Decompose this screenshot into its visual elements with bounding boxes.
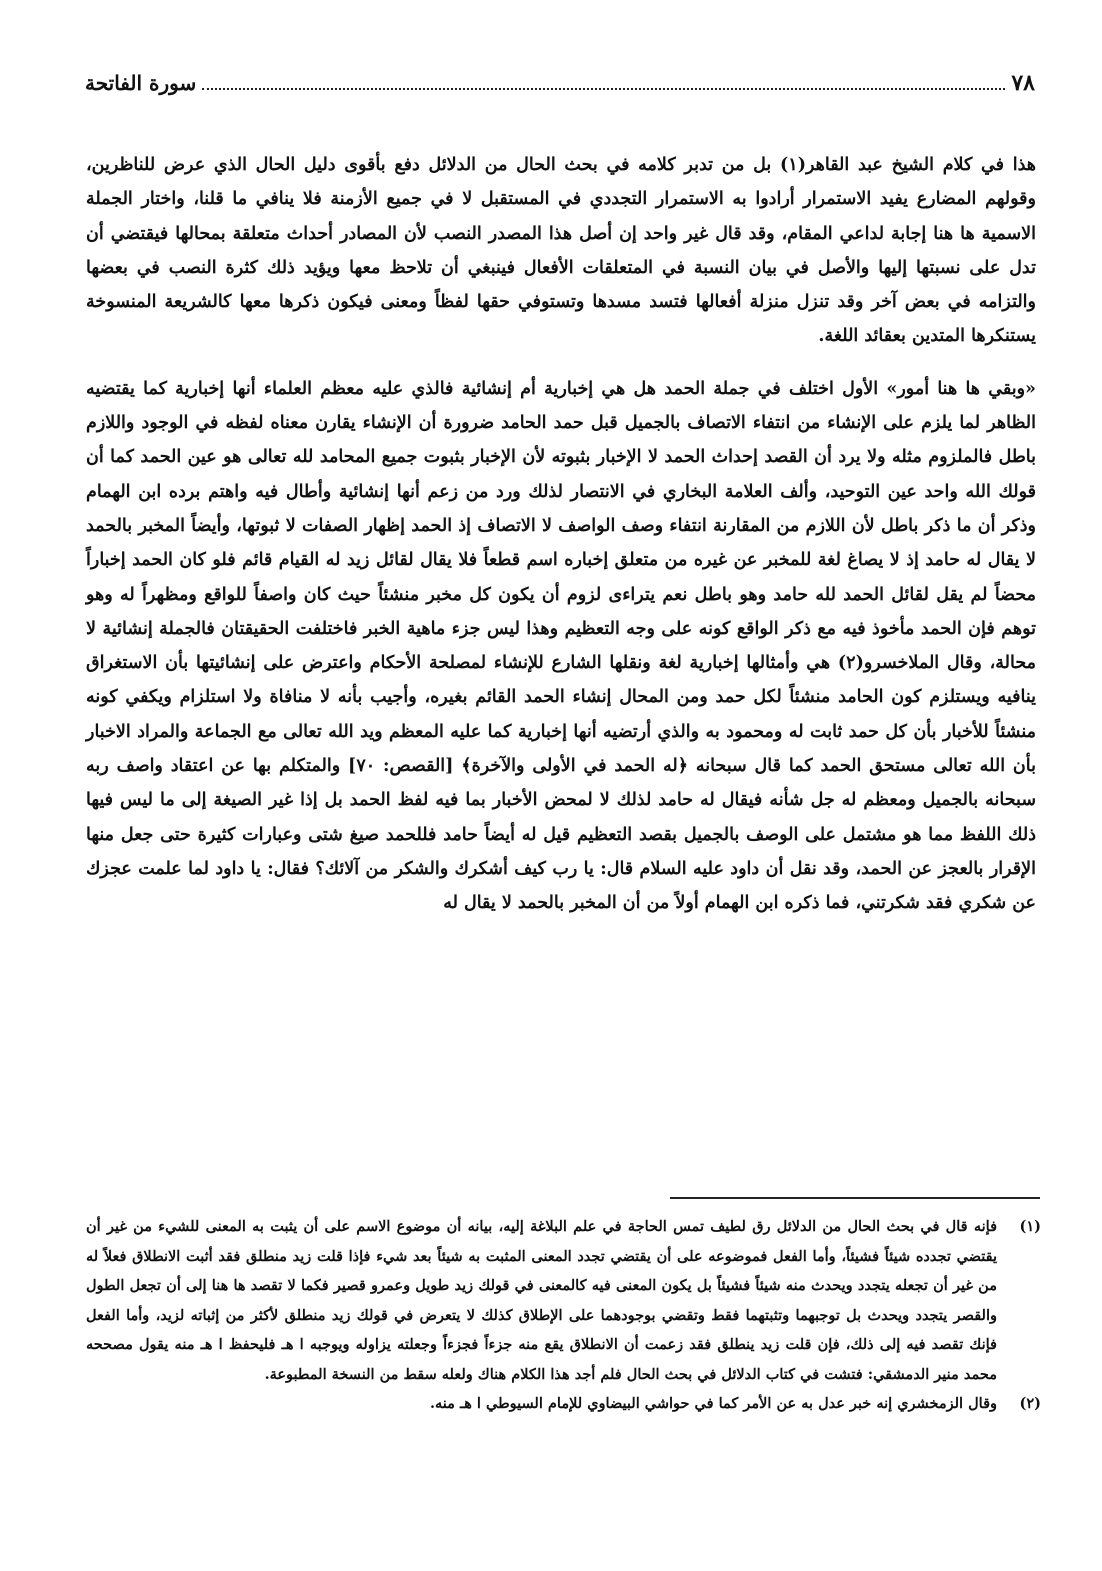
footnote-number: (٢) <box>1019 1395 1041 1412</box>
header-leader-dots <box>202 88 1005 90</box>
footnote <box>86 1212 1041 1389</box>
running-header <box>85 70 1035 96</box>
main-text <box>86 148 1036 921</box>
paragraph: «وبقي ها هنا أمور» الأول اختلف في جملة الحمد هل هي إخبارية أم إنشائية فالذي عليه معظم العلماء أنها إخبارية كما يقتضيه الظاهر لما يلزم على الإنشاء من انتفاء الاتصاف بالجميل قبل حمد الحامد ضرورة أن الإنشاء يقارن معناه لفظه في الوجود واللازم باطل فالملزوم مثله ولا يرد أن القصد إحداث الحمد لا الإخبار بثبوته لأن الإخبار بثبوت جميع المحامد لله تعالى هو عين الحمد كما أن قولك الله واحد عين التوحيد، وألف العلامة البخاري في الانتصار لذلك ورد من زعم أنها إنشائية وأطال فيه واهتم برده ابن الهمام وذكر أن ما ذكر باطل لأن اللازم من المقارنة انتفاء وصف الواصف لا الاتصاف إذ الحمد إظهار الصفات لا ثبوتها، وأيضاً المخبر بالحمد لا يقال له حامد إذ لا يصاغ لغة للمخبر عن غيره من متعلق إخباره اسم قطعاً فلا يقال لقائل زيد له القيام قائم فلو كان الحمد إخباراً محضاً لم يقل لقائل الحمد لله حامد وهو باطل نعم يتراءى لزوم أن يكون كل مخبر منشئاً حيث كان واصفاً للواقع ومظهراً له وهو توهم فإن الحمد مأخوذ فيه مع ذكر الواقع كونه على وجه التعظيم وهذا ليس جزء ماهية الخبر فاختلفت الحقيقتان فالجملة إنشائية لا محالة، وقال الملاخسرو(٢) هي وأمثالها إخبارية لغة ونقلها الشارع للإنشاء لمصلحة الأحكام واعترض على إنشائيتها بأن الاستغراق ينافيه ويستلزم كون الحامد منشئاً لكل حمد ومن المحال إنشاء الحمد القائم بغيره، وأجيب بأنه لا منافاة ولا استلزام ويكفي كونه منشئاً للأخبار بأن كل حمد ثابت له ومحمود به والذي أرتضيه أنها إخبارية كما عليه المعظم ويد الله تعالى مع الجماعة والمراد الاخبار بأن الله تعالى مستحق الحمد كما قال سبحانه ﴿له الحمد في الأولى والآخرة﴾ [القصص: ٧٠] والمتكلم بها عن اعتقاد واصف ربه سبحانه بالجميل ومعظم له جل شأنه فيقال له حامد لذلك لا لمحض الأخبار بما فيه لفظ الحمد بل إذا غير الصيغة إلى ما ليس فيها ذلك اللفظ مما هو مشتمل على الوصف بالجميل بقصد التعظيم قيل له أيضاً حامد فللحمد صيغ شتى وعبارات كثيرة حتى جعل منها الإقرار بالعجز عن الحمد، وقد نقل أن داود عليه السلام قال: يا رب كيف أشكرك والشكر من آلائك؟ فقال: يا داود لما علمت عجزك عن شكري فقد شكرتني، فما ذكره ابن الهمام أولاً من أن المخبر بالحمد لا يقال له <box>86 378 1037 914</box>
footnote-text: وقال الزمخشري إنه خبر عدل به عن الأمر كما في حواشي البيضاوي للإمام السيوطي ا هـ منه. <box>429 1395 997 1412</box>
chapter-title: سورة الفاتحة <box>85 71 197 95</box>
footnote-number: (١) <box>1019 1218 1041 1235</box>
footnote <box>86 1389 1041 1419</box>
footnote-text: فإنه قال في بحث الحال من الدلائل رق لطيف تمس الحاجة في علم البلاغة إليه، بيانه أن موضوع الاسم على أن يثبت به المعنى للشيء من غير أن يقتضي تجدده شيئاً فشيئاً، وأما الفعل فموضوعه على أن يقتضي تجدد المعنى المثبت به شيئاً بعد شيء فإذا قلت زيد منطلق فقد أثبت الانطلاق فعلاً له من غير أن تجعله يتجدد ويحدث منه شيئاً فشيئاً بل يكون المعنى فيه كالمعنى في قولك زيد طويل وعمرو قصير فكما لا تقصد ها هنا إلى أن تجعل الطول والقصر يتجدد ويحدث بل توجبهما وتثبتهما فقط وتقضي بوجودهما على الإطلاق كذلك لا يتعرض في قولك زيد منطلق لأكثر من إثباته لزيد، وأما الفعل فإنك تقصد فيه إلى ذلك، فإن قلت زيد ينطلق فقد زعمت أن الانطلاق يقع منه جزءاً فجزءاً وجعلته يزاوله ويوجبه ا هـ فليحفظ ا هـ منه يقول مصححه محمد منير الدمشقي: فتشت في كتاب الدلائل في بحث الحال فلم أجد هذا الكلام هناك ولعله سقط من النسخة المطبوعة. <box>86 1218 997 1383</box>
footnote-separator <box>670 1197 1040 1199</box>
footnotes <box>86 1212 1041 1419</box>
paragraph: هذا في كلام الشيخ عبد القاهر(١) بل من تدبر كلامه في بحث الحال من الدلائل دفع بأقوى دليل الحال الذي عرض للناظرين، وقولهم المضارع يفيد الاستمرار أرادوا به الاستمرار التجددي في المستقبل لا في جميع الأزمنة فلا ينافي ما قلنا، واختار الجملة الاسمية ها هنا إجابة لداعي المقام، وقد قال غير واحد إن أصل هذا المصدر النصب لأن المصادر أحداث متعلقة بمحالها فيقتضي أن تدل على نسبتها إليها والأصل في بيان النسبة في المتعلقات الأفعال فينبغي أن تلاحظ معها ويؤيد ذلك كثرة النصب في بعضها والتزامه في بعض آخر وقد تنزل منزلة أفعالها فتسد مسدها وتستوفي حقها لفظاً ومعنى فيكون ذكرها معها كالشريعة المنسوخة يستنكرها المتدين بعقائد اللغة. <box>86 155 1036 347</box>
page-number: ٧٨ <box>1011 70 1035 96</box>
